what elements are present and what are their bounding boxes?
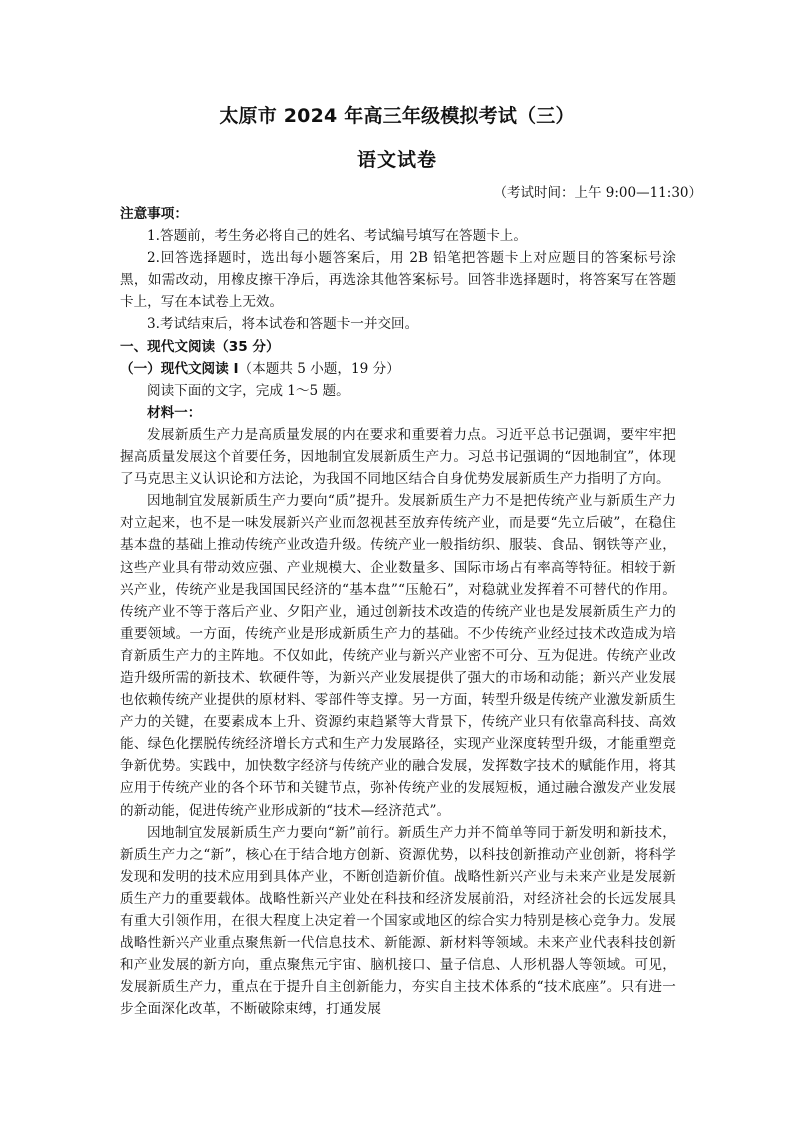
exam-subtitle: 语文试卷 [356,149,437,171]
exam-title: 太原市 2024 年高三年级模拟考试（三） [219,105,575,127]
material-label: 材料一： [147,404,202,421]
section-heading: 一、现代文阅读（35 分） [120,338,280,355]
subsection-title: （一）现代文阅读 I [120,360,239,377]
material-paragraph: 发展新质生产力是高质量发展的内在要求和重要着力点。习近平总书记强调，要牢牢把握高质量发展这个首要任务，因地制宜发展新质生产力。习总书记强调的“因地制宜”，体现了马克思主义认识论和方法论，为我国不同地区结合自身优势发展新质生产力指明了方向。 [120,426,676,488]
exam-time: （考试时间：上午 9:00—11:30） [493,185,702,201]
subsection-note: （本题共 5 小题，19 分） [238,360,400,377]
notice-item: 3.考试结束后，将本试卷和答题卡一并交回。 [147,316,419,333]
notice-item: 1.答题前，考生务必将自己的姓名、考试编号填写在答题卡上。 [147,228,527,245]
notice-heading: 注意事项： [120,206,188,222]
exam-body [120,203,676,1020]
material-paragraph: 因地制宜发展新质生产力要向“质”提升。发展新质生产力不是把传统产业与新质生产力对立起来，也不是一味发展新兴产业而忽视甚至放弃传统产业，而是要“先立后破”，在稳住基本盘的基础上推动传统产业改造升级。传统产业一般指纺织、服装、食品、钢铁等产业，这些产业具有带动效应强、产业规模大、企业数量多、国际市场占有率高等特征。相较于新兴产业，传统产业是我国国民经济的“基本盘”“压舱石”，对稳就业发挥着不可替代的作用。传统产业不等于落后产业、夕阳产业，通过创新技术改造的传统产业也是发展新质生产力的重要领域。一方面，传统产业是形成新质生产力的基础。不少传统产业经过技术改造成为培育新质生产力的主阵地。不仅如此，传统产业与新兴产业密不可分、互为促进。传统产业改造升级所需的新技术、软硬件等，为新兴产业发展提供了强大的市场和动能；新兴产业发展也依赖传统产业提供的原材料、零部件等支撑。另一方面，转型升级是传统产业激发新质生产力的关键，在要素成本上升、资源约束趋紧等大背景下，传统产业只有依靠高科技、高效能、绿色化摆脱传统经济增长方式和生产力发展路径，实现产业深度转型升级，才能重塑竞争新优势。实践中，加快数字经济与传统产业的融合发展，发挥数字技术的赋能作用，将其应用于传统产业的各个环节和关键节点，弥补传统产业的发展短板，通过融合激发产业发展的新动能，促进传统产业形成新的“技术—经济范式”。 [120,493,676,819]
reading-instruction: 阅读下面的文字，完成 1～5 题。 [147,382,350,399]
notice-item: 2.回答选择题时，选出每小题答案后，用 2B 铅笔把答题卡上对应题目的答案标号涂黑，如需改动，用橡皮擦干净后，再选涂其他答案标号。回答非选择题时，将答案写在答题卡上，写在本试卷上无效。 [120,250,676,311]
material-paragraph: 因地制宜发展新质生产力要向“新”前行。新质生产力并不简单等同于新发明和新技术，新质生产力之“新”，核心在于结合地方创新、资源优势，以科技创新推动产业创新，将科学发现和发明的技术应用到具体产业，不断创造新价值。战略性新兴产业与未来产业是发展新质生产力的重要载体。战略性新兴产业处在科技和经济发展前沿，对经济社会的长远发展具有重大引领作用，在很大程度上决定着一个国家或地区的综合实力特别是核心竞争力。发展战略性新兴产业重点聚焦新一代信息技术、新能源、新材料等领域。未来产业代表科技创新和产业发展的新方向，重点聚焦元宇宙、脑机接口、量子信息、人形机器人等领域。可见，发展新质生产力，重点在于提升自主创新能力，夯实自主技术体系的“技术底座”。只有进一步全面深化改革，不断破除束缚，打通发展 [120,824,676,1018]
subsection-heading [120,358,676,380]
